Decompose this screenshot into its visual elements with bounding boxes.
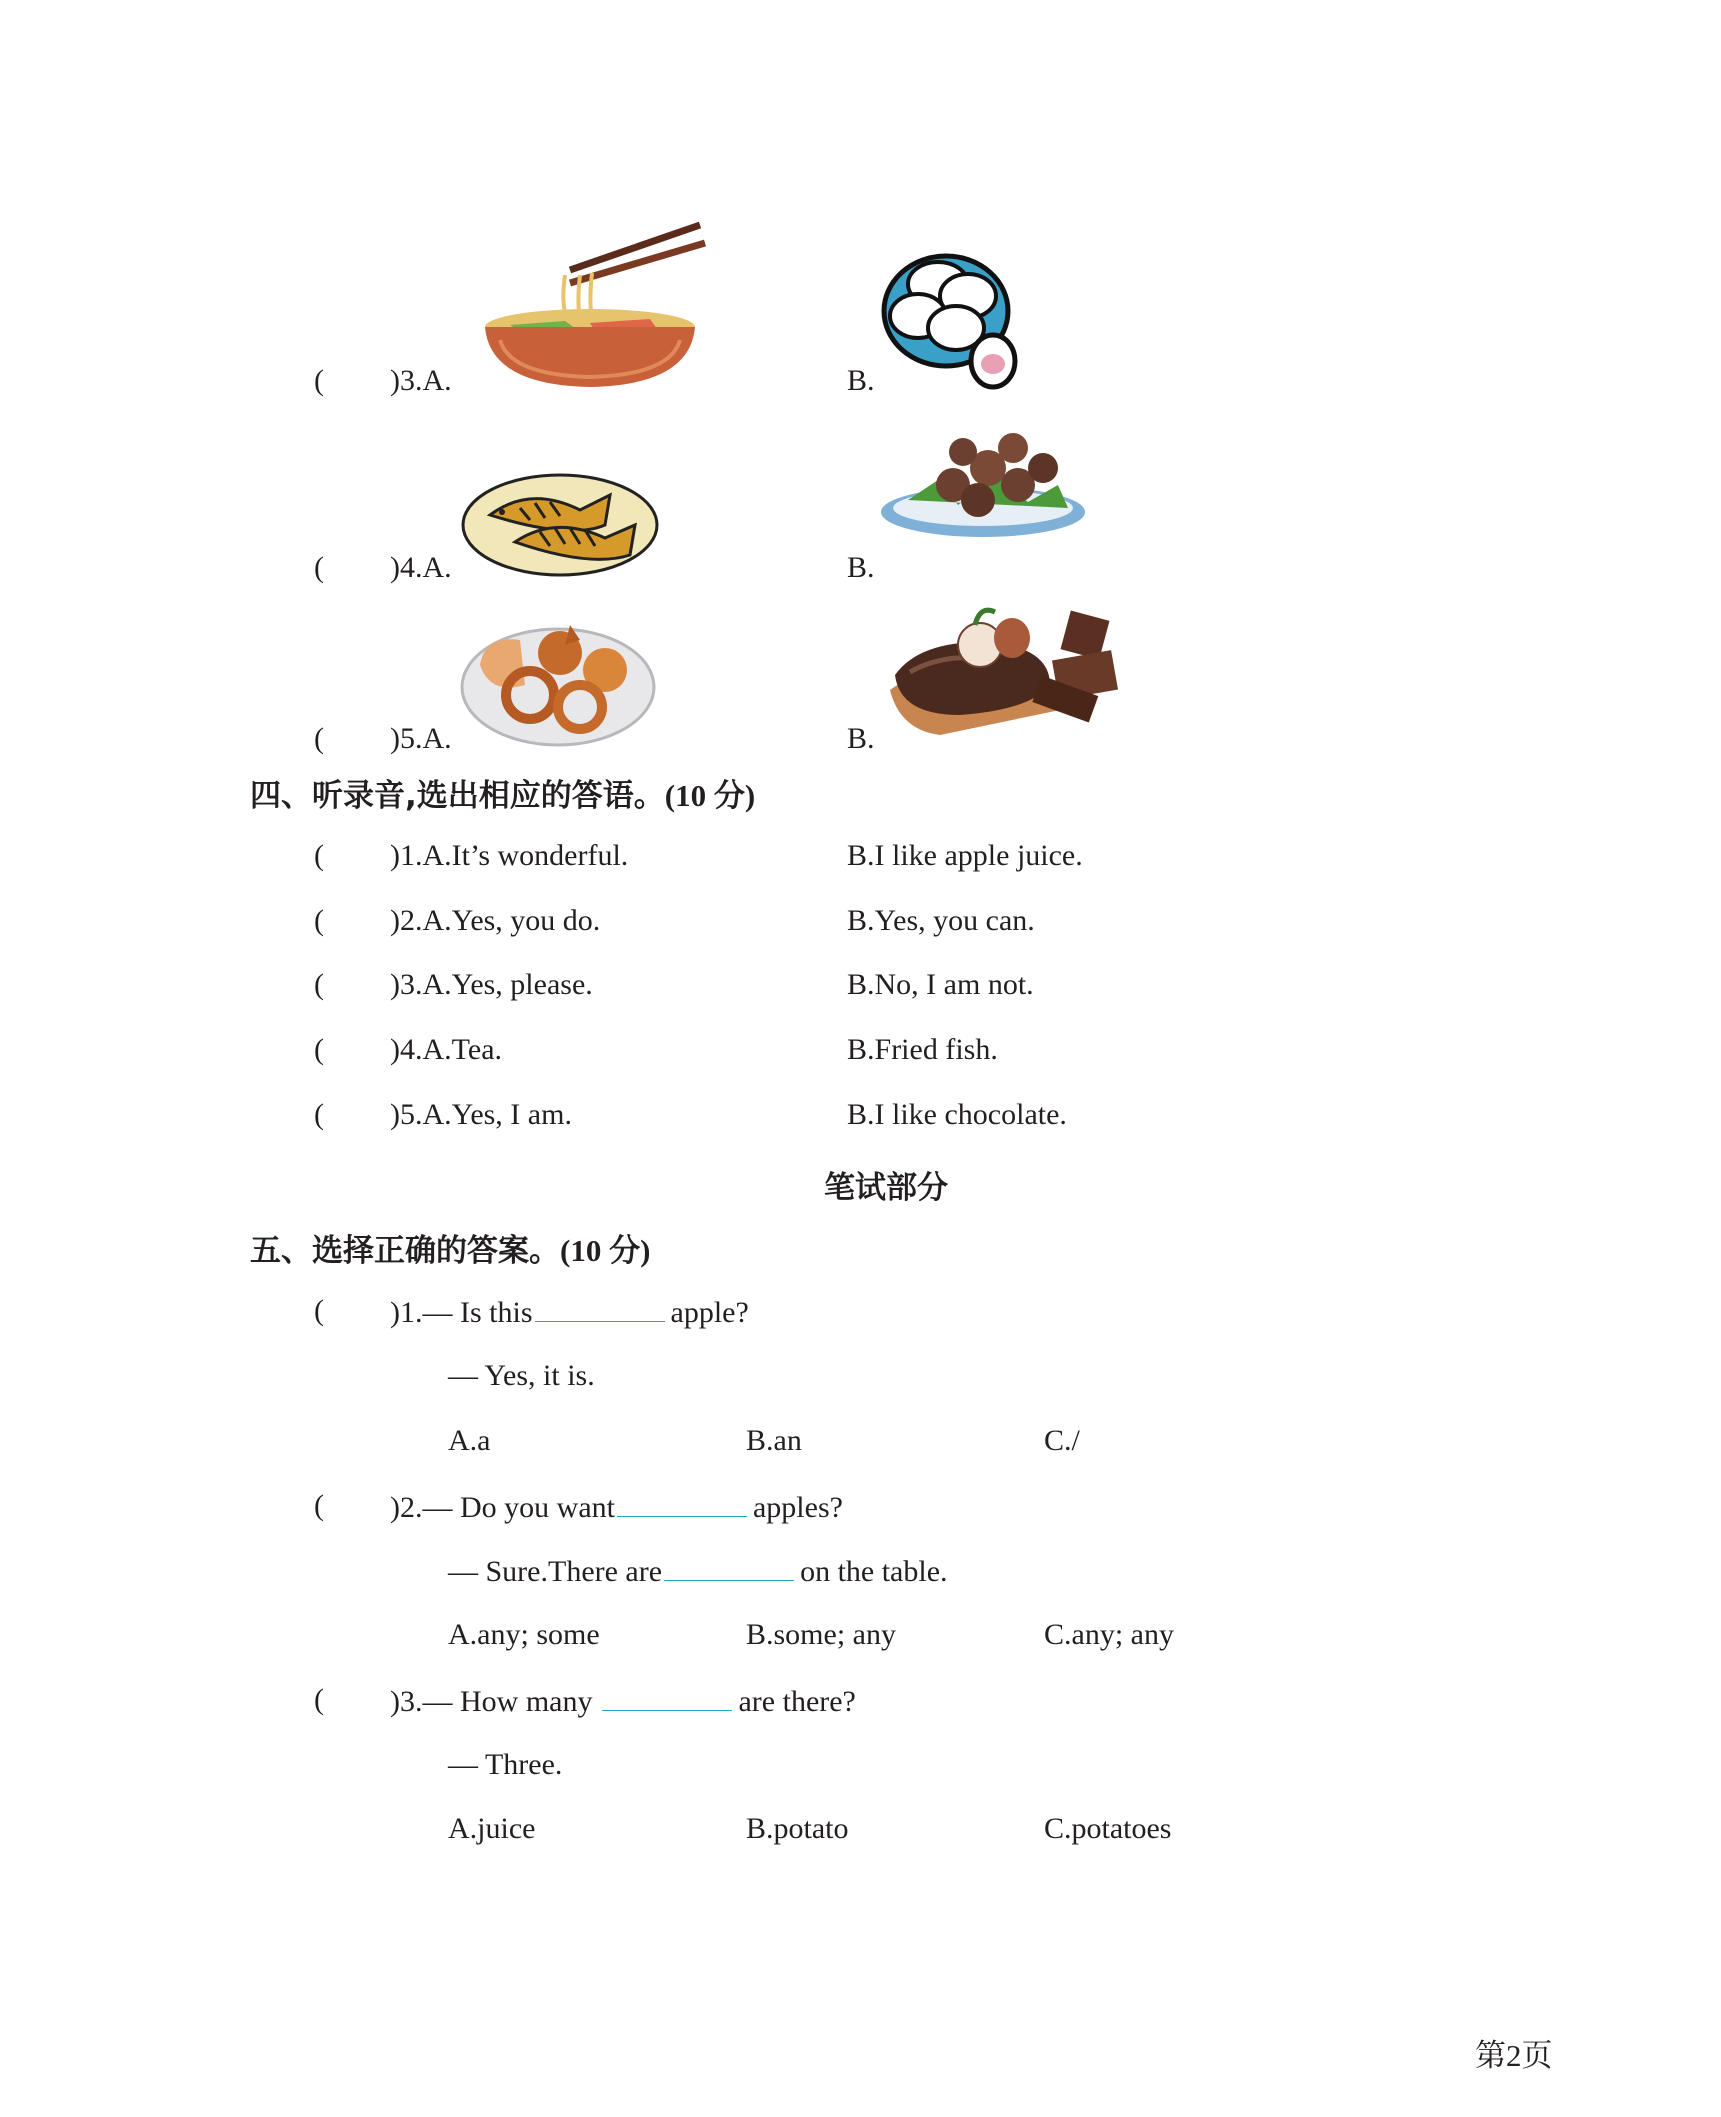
reply-prefix: — Sure.There are <box>448 1555 663 1588</box>
question-suffix: apple? <box>670 1296 749 1329</box>
section-5-heading <box>250 1225 650 1270</box>
option-b: B.an <box>746 1424 802 1457</box>
answer-blank <box>535 1293 665 1322</box>
option-a: )2.A.Yes, you do. <box>390 904 601 937</box>
written-part-title: 笔试部分 <box>824 1170 948 1206</box>
option-c: C.potatoes <box>1044 1812 1172 1845</box>
option-a-label: )5.A. <box>390 722 452 755</box>
bread-pastries-icon <box>460 615 656 750</box>
fried-fish-icon <box>460 470 660 580</box>
answer-paren: ( <box>314 904 324 937</box>
section-4-points: (10 分) <box>664 778 756 813</box>
option-a: )3.A.Yes, please. <box>390 968 593 1001</box>
answer-paren: ( <box>314 1033 324 1066</box>
answer-paren: ( <box>314 1683 324 1716</box>
question-text <box>390 1488 843 1526</box>
option-b: B.potato <box>746 1812 849 1845</box>
noodle-bowl-icon <box>470 215 710 390</box>
reply-text: — Three. <box>448 1748 563 1781</box>
option-b-label: B. <box>847 551 875 584</box>
option-a: )4.A.Tea. <box>390 1033 503 1066</box>
option-a-label: )3.A. <box>390 364 452 397</box>
question-text <box>390 1682 856 1720</box>
question-suffix: apples? <box>752 1491 843 1524</box>
question-suffix: are there? <box>738 1685 856 1718</box>
option-b: B.some; any <box>746 1618 896 1651</box>
answer-blank <box>602 1682 732 1711</box>
reply-suffix: on the table. <box>800 1555 948 1588</box>
question-prefix: )2.— Do you want <box>390 1491 615 1524</box>
answer-blank <box>617 1488 747 1517</box>
option-c: C./ <box>1044 1424 1080 1457</box>
answer-paren: ( <box>314 551 324 584</box>
reply-text: — Yes, it is. <box>448 1359 595 1392</box>
section-4-title: 四、听录音,选出相应的答语。 <box>250 778 665 814</box>
meatballs-icon <box>878 430 1088 545</box>
option-b: B.No, I am not. <box>847 968 1034 1001</box>
option-b: B.Fried fish. <box>847 1033 998 1066</box>
question-text <box>390 1293 749 1331</box>
answer-paren: ( <box>314 1489 324 1522</box>
option-c: C.any; any <box>1044 1618 1174 1651</box>
option-b: B.I like apple juice. <box>847 839 1083 872</box>
question-prefix: )1.— Is this <box>390 1296 533 1329</box>
answer-paren: ( <box>314 364 324 397</box>
section-5-points: (10 分) <box>560 1233 651 1268</box>
option-b: B.Yes, you can. <box>847 904 1035 937</box>
section-4-heading <box>250 770 755 815</box>
question-prefix: )3.— How many <box>390 1685 593 1718</box>
section-5-title: 五、选择正确的答案。 <box>250 1233 560 1269</box>
dumplings-icon <box>878 236 1023 396</box>
option-b-label: B. <box>847 722 875 755</box>
chocolate-cake-icon <box>880 600 1130 740</box>
option-a: A.juice <box>448 1812 536 1845</box>
option-a: A.any; some <box>448 1618 600 1651</box>
reply-text <box>448 1552 948 1590</box>
option-b-label: B. <box>847 364 875 397</box>
option-a: )1.A.It’s wonderful. <box>390 839 629 872</box>
answer-paren: ( <box>314 1294 324 1327</box>
answer-paren: ( <box>314 1098 324 1131</box>
answer-paren: ( <box>314 968 324 1001</box>
answer-blank <box>664 1552 794 1581</box>
option-a: )5.A.Yes, I am. <box>390 1098 572 1131</box>
answer-paren: ( <box>314 722 324 755</box>
option-a: A.a <box>448 1424 491 1457</box>
page-number: 第2页 <box>1475 2038 1553 2073</box>
option-a-label: )4.A. <box>390 551 452 584</box>
answer-paren: ( <box>314 839 324 872</box>
option-b: B.I like chocolate. <box>847 1098 1067 1131</box>
